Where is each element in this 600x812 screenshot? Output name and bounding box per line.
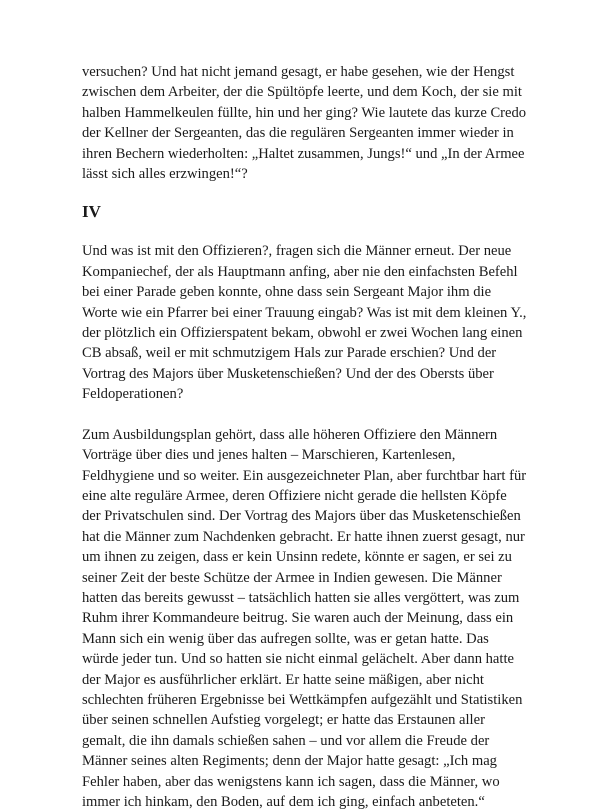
text-line: Ruhm ihrer Kommandeure beitrug. Sie waren auch der Meinung, dass ein — [82, 610, 514, 627]
text-line: CB absaß, weil er mit schmutzigem Hals zur Parade erschien? Und der — [82, 345, 497, 362]
text-line: Und was ist mit den Offizieren?, fragen sich die Männer erneut. Der neue — [82, 243, 512, 260]
text-line: der Major es ausführlicher erklärt. Er hatte seine mäßigen, aber nicht — [82, 671, 484, 688]
text-line: über seinen schnellen Aufstieg vorgelegt; er hatte das Erstaunen aller — [82, 712, 485, 729]
text-line: immer ich hinkam, den Boden, auf dem ich ging, einfach anbeteten.“ — [82, 794, 485, 810]
text-line: bei einer Parade geben konnte, ohne dass sein Sergeant Major ihm die — [82, 284, 492, 301]
document-page — [82, 62, 526, 812]
text-line: versuchen? Und hat nicht jemand gesagt, er habe gesehen, wie der Hengst — [82, 64, 515, 80]
paragraph-3 — [82, 425, 526, 812]
paragraph-1 — [82, 62, 526, 184]
text-line: seiner Zeit der beste Schütze der Armee in Indien gewesen. Die Männer — [82, 569, 502, 586]
text-line: schlechten früheren Ergebnisse bei Wettkämpfen aufgezählt und Statistiken — [82, 691, 523, 708]
text-line: Fehler haben, aber das wenigstens kann ich sagen, dass die Männer, wo — [82, 773, 500, 790]
text-line: Feldoperationen? — [82, 386, 184, 403]
text-line: der plötzlich ein Offizierspatent bekam, obwohl er zwei Wochen lang einen — [82, 325, 523, 342]
paragraph-2 — [82, 241, 526, 404]
section-heading: IV — [82, 202, 101, 222]
text-line: zwischen dem Arbeiter, der die Spültöpfe leerte, und dem Koch, der sie mit — [82, 84, 522, 101]
text-line: Mann sich ein wenig über das aufregen sollte, was er getan hatte. Das — [82, 630, 489, 647]
text-line: Vortrag des Majors über Musketenschießen? Und der des Obersts über — [82, 365, 494, 382]
text-line: Vorträge über dies und jenes halten – Marschieren, Kartenlesen, — [82, 447, 456, 464]
text-line: eine alte reguläre Armee, deren Offiziere nicht gerade die hellsten Köpfe — [82, 487, 507, 504]
text-line: halben Hammelkeulen füllte, hin und her ging? Wie lautete das kurze Credo — [82, 104, 527, 121]
text-line: Zum Ausbildungsplan gehört, dass alle höheren Offiziere den Männern — [82, 426, 498, 443]
text-line: würde jeder tun. Und so hatten sie nicht einmal gelächelt. Aber dann hatte — [82, 651, 514, 668]
text-line: lässt sich alles erzwingen!“? — [82, 166, 248, 183]
text-line: um ihnen zu zeigen, dass er kein Unsinn redete, könnte er sagen, er sei zu — [82, 549, 512, 566]
text-line: hat die Männer zum Nachdenken gebracht. Er hatte ihnen zuerst gesagt, nur — [82, 528, 525, 545]
text-line: der Kellner der Sergeanten, das die regulären Sergeanten immer wieder in — [82, 125, 514, 142]
text-line: Feldhygiene und so weiter. Ein ausgezeichneter Plan, aber furchtbar hart für — [82, 467, 527, 484]
text-line: ihren Bechern wiederholten: „Haltet zusammen, Jungs!“ und „In der Armee — [82, 145, 525, 162]
text-line: gemalt, die ihn damals schießen sahen – und vor allem die Freude der — [82, 732, 490, 749]
text-line: Kompaniechef, der als Hauptmann anfing, aber nie den einfachsten Befehl — [82, 263, 518, 280]
text-line: der Privatschulen sind. Der Vortrag des Majors über das Musketenschießen — [82, 508, 521, 525]
text-line: Worte wie ein Pfarrer bei einer Trauung eingab? Was ist mit dem kleinen Y., — [82, 304, 527, 321]
text-line: Männer seines alten Regiments; denn der Major hatte gesagt: „Ich mag — [82, 753, 497, 770]
text-line: hatten das bereits gewusst – tatsächlich hatten sie alles vergöttert, was zum — [82, 589, 520, 606]
